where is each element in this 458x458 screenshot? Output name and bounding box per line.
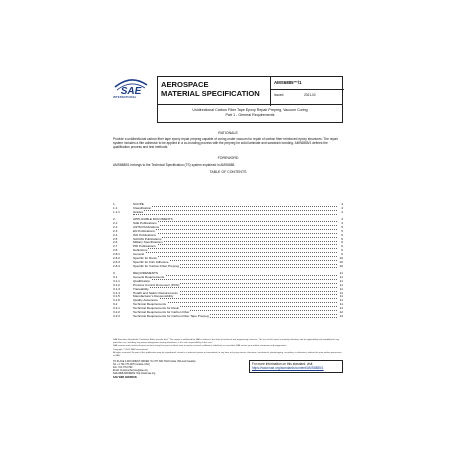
toc-entry-page: 11 bbox=[339, 271, 343, 276]
toc-entry-number: 2.8.4 bbox=[113, 263, 120, 268]
toc-entry[interactable] bbox=[113, 265, 343, 269]
toc-entry-page: 6 bbox=[341, 236, 343, 241]
toc-entry-page: 4 bbox=[341, 202, 343, 206]
spec-title bbox=[161, 81, 260, 98]
spec-title-line-2: MATERIAL SPECIFICATION bbox=[161, 88, 260, 98]
address-line: Tel: +1 724-776-4970 (outside USA) bbox=[113, 364, 150, 366]
toc-entry-title: ISO Publications bbox=[133, 232, 156, 237]
toc-entry-page: 11 bbox=[339, 305, 343, 310]
web-address-label: SAE WEB ADDRESS: bbox=[113, 376, 138, 379]
toc-entry-page: 11 bbox=[339, 278, 343, 283]
table-of-contents bbox=[113, 203, 343, 318]
toc-entry-number: 2.7 bbox=[113, 244, 118, 249]
toc-entry-title: Grades bbox=[133, 209, 144, 214]
toc-entry-page: 11 bbox=[339, 302, 343, 307]
toc-entry-page: 11 bbox=[339, 294, 343, 299]
toc-entry-number: 1.1 bbox=[113, 205, 118, 210]
toc-entry-page: 10 bbox=[339, 263, 343, 268]
toc-entry-number: 1. bbox=[113, 202, 116, 206]
issued-date: 2021-02 bbox=[304, 93, 316, 97]
toc-entry-title: Military Specifications bbox=[133, 240, 163, 245]
toc-entry-number: 3.1.3 bbox=[113, 286, 120, 291]
toc-entry-title: Definitions bbox=[133, 248, 148, 253]
toc-entry-number: 2.6 bbox=[113, 240, 118, 245]
toc-entry-title: Qualification bbox=[133, 278, 151, 283]
toc-entry-page: 13 bbox=[339, 313, 343, 318]
toc-heading: TABLE OF CONTENTS bbox=[209, 170, 247, 174]
toc-entry-number: 3.1.1 bbox=[113, 278, 120, 283]
toc-entry-number: 2.5 bbox=[113, 236, 118, 241]
toc-entry-number: 3.1.6 bbox=[113, 298, 120, 303]
address-line: Fax: 724-776-0790 bbox=[113, 367, 133, 369]
toc-entry-title: EN Publications bbox=[133, 228, 155, 233]
toc-entry-number: 2. bbox=[113, 217, 116, 222]
toc-entry-title: Technical Requirements bbox=[133, 302, 167, 307]
toc-entry-page: 10 bbox=[339, 259, 343, 264]
toc-entry-number: 3.2.3 bbox=[113, 313, 120, 318]
toc-entry-page: 11 bbox=[339, 290, 343, 295]
toc-entry-number: 2.8.2 bbox=[113, 255, 120, 260]
toc-entry-title: Specific for Film Adhesive bbox=[133, 259, 169, 264]
toc-entry-title: APPLICABLE DOCUMENTS bbox=[133, 217, 173, 222]
toc-entry-page: 10 bbox=[339, 255, 343, 260]
toc-entry-page: 6 bbox=[341, 248, 343, 253]
more-info-box bbox=[249, 360, 343, 373]
toc-entry-number: 3.2 bbox=[113, 302, 118, 307]
toc-entry-number: 2.8 bbox=[113, 248, 118, 253]
toc-entry-title: Technical Requirements for Carbon Fiber bbox=[133, 309, 190, 314]
sae-logo bbox=[113, 76, 149, 96]
toc-entry-title: Process Control Document (PCD) bbox=[133, 282, 180, 287]
address-line: Email: CustomerService@sae.org bbox=[113, 370, 148, 372]
toc-entry-page: 5 bbox=[341, 228, 343, 233]
toc-entry-page: 11 bbox=[339, 298, 343, 303]
header-meta bbox=[270, 77, 344, 106]
toc-entry[interactable] bbox=[113, 211, 343, 215]
toc-entry-title: General bbox=[133, 252, 145, 257]
toc-entry-number: 1.1.1 bbox=[113, 209, 120, 214]
legal-note: Copyright © 2021 SAE International bbox=[113, 348, 148, 351]
rationale-text: Provide a unidirectional carbon fiber tape epoxy repair prepreg capable of curing under vacuum for repair of carbon fiber reinforced epoxy structures. The repair system includes a film adhesive to be applied in a co-bonding process with the prepreg for solid laminate and sandwich bonding. AMS6885/1 defines the qualification process and test methods. bbox=[113, 137, 338, 150]
toc-leader-dots bbox=[133, 214, 337, 215]
toc-entry-number: 3.1.5 bbox=[113, 294, 120, 299]
toc-entry[interactable] bbox=[113, 315, 343, 319]
toc-entry-number: 2.4 bbox=[113, 232, 118, 237]
toc-entry-page: 4 bbox=[341, 209, 343, 214]
toc-entry-title: Specific for Carbon Fiber Prepreg bbox=[133, 263, 180, 268]
toc-entry-title: PRI Publications bbox=[133, 244, 156, 249]
toc-entry-title: General Requirements bbox=[133, 275, 165, 280]
toc-entry-page: 4 bbox=[341, 221, 343, 226]
toc-entry-page: 4 bbox=[341, 217, 343, 222]
toc-entry-page: 5 bbox=[341, 225, 343, 230]
toc-entry-page: 6 bbox=[341, 232, 343, 237]
legal-note: All rights reserved. No part of this publication may be reproduced, stored in a retrieval system or transmitted, in any form or by any means, electronic, mechanical, photocopying, recording, or otherwise, without the prior written permission of SAE. bbox=[113, 352, 342, 358]
toc-entry-page: 4 bbox=[341, 205, 343, 210]
header-divider bbox=[271, 89, 344, 90]
toc-entry-number: 3.2.1 bbox=[113, 305, 120, 310]
toc-entry-title: Traceability bbox=[133, 286, 149, 291]
toc-entry-page: 6 bbox=[341, 244, 343, 249]
toc-entry-page: 11 bbox=[339, 275, 343, 280]
toc-entry-title: SAE Publications bbox=[133, 221, 157, 226]
subtitle-line-2: Part 1 - General Requirements bbox=[225, 112, 275, 117]
toc-entry-page: 12 bbox=[339, 309, 343, 314]
toc-entry-page: 6 bbox=[341, 252, 343, 257]
header-box bbox=[157, 76, 343, 105]
document-subtitle bbox=[157, 105, 343, 123]
address-line: TO PLACE A DOCUMENT ORDER: Tel: 877-606-7323 (inside USA and Canada) bbox=[113, 361, 196, 363]
spec-title-line-1: AEROSPACE bbox=[161, 80, 209, 89]
toc-entry-number: 3.1.4 bbox=[113, 290, 120, 295]
legal-notes bbox=[113, 339, 343, 359]
toc-entry-title: SCOPE bbox=[133, 202, 144, 206]
toc-entry-page: 6 bbox=[341, 240, 343, 245]
logo-mark: SAE bbox=[120, 86, 142, 96]
toc-entry-title: Quality Assurance bbox=[133, 298, 158, 303]
logo-tagline: INTERNATIONAL bbox=[113, 96, 137, 99]
toc-entry-page: 11 bbox=[339, 286, 343, 291]
toc-entry-number: 2.8.3 bbox=[113, 259, 120, 264]
issued-label: Issued bbox=[274, 93, 284, 97]
toc-entry-title: REQUIREMENTS bbox=[133, 271, 158, 276]
more-info-text: For more information on this standard, visit bbox=[252, 362, 313, 367]
toc-entry-title: Technical Requirements for Resin bbox=[133, 305, 180, 310]
toc-entry-title: SACMA Publications bbox=[133, 236, 162, 241]
toc-entry-title: Manufacturer's Responsibility bbox=[133, 294, 174, 299]
standard-link[interactable]: https://www.sae.org/standards/content/AMS6885/1 bbox=[252, 366, 324, 371]
legal-note: SAE reviews each technical report at least every five years at which time it may be revised, reaffirmed, stabilized, or cancelled. SAE invites your written comments and suggestions. bbox=[113, 345, 287, 348]
toc-entry-number: 3.2.2 bbox=[113, 309, 120, 314]
toc-entry-title: Classification bbox=[133, 205, 152, 210]
foreword-text: AMS6885/1 belongs to the Technical Specification (TS) system explained in AMS6885. bbox=[113, 163, 236, 167]
toc-entry-title: ASTM Publications bbox=[133, 225, 160, 230]
toc-entry-title: Health and Safety Requirements bbox=[133, 290, 178, 295]
toc-entry-number: 2.3 bbox=[113, 228, 118, 233]
order-address bbox=[113, 361, 223, 376]
document-page bbox=[113, 76, 343, 382]
toc-entry-number: 3. bbox=[113, 271, 116, 276]
foreword-heading: FOREWORD bbox=[217, 156, 239, 160]
toc-entry-title: Specific for Resin bbox=[133, 255, 158, 260]
toc-entry-number: 2.2 bbox=[113, 225, 118, 230]
document-number: AMS6885™/1 bbox=[274, 80, 302, 85]
toc-entry-number: 3.1.2 bbox=[113, 282, 120, 287]
toc-entry-number: 2.8.1 bbox=[113, 252, 120, 257]
subtitle-line-1: Unidirectional Carbon Fiber Tape Epoxy Repair Prepreg, Vacuum Curing bbox=[192, 108, 308, 112]
toc-entry-number: 2.1 bbox=[113, 221, 118, 226]
address-line: SAE WEB ADDRESS: http://www.sae.org bbox=[113, 373, 156, 375]
rationale-heading: RATIONALE bbox=[218, 131, 238, 135]
toc-entry-number: 3.1 bbox=[113, 275, 118, 280]
legal-note: SAE Executive Standards Committee Rules provide that: "This report is published by SAE to advance the state of technical and engineering sciences. The use of this report is entirely voluntary, and its applicability and suitability for any particular use, including any patent infringement arising therefrom, is the sole responsibility of the user." bbox=[113, 339, 340, 344]
toc-entry-page: 11 bbox=[339, 282, 343, 287]
toc-entry-title: Technical Requirements for Carbon Fiber Tape Prepreg bbox=[133, 313, 209, 318]
